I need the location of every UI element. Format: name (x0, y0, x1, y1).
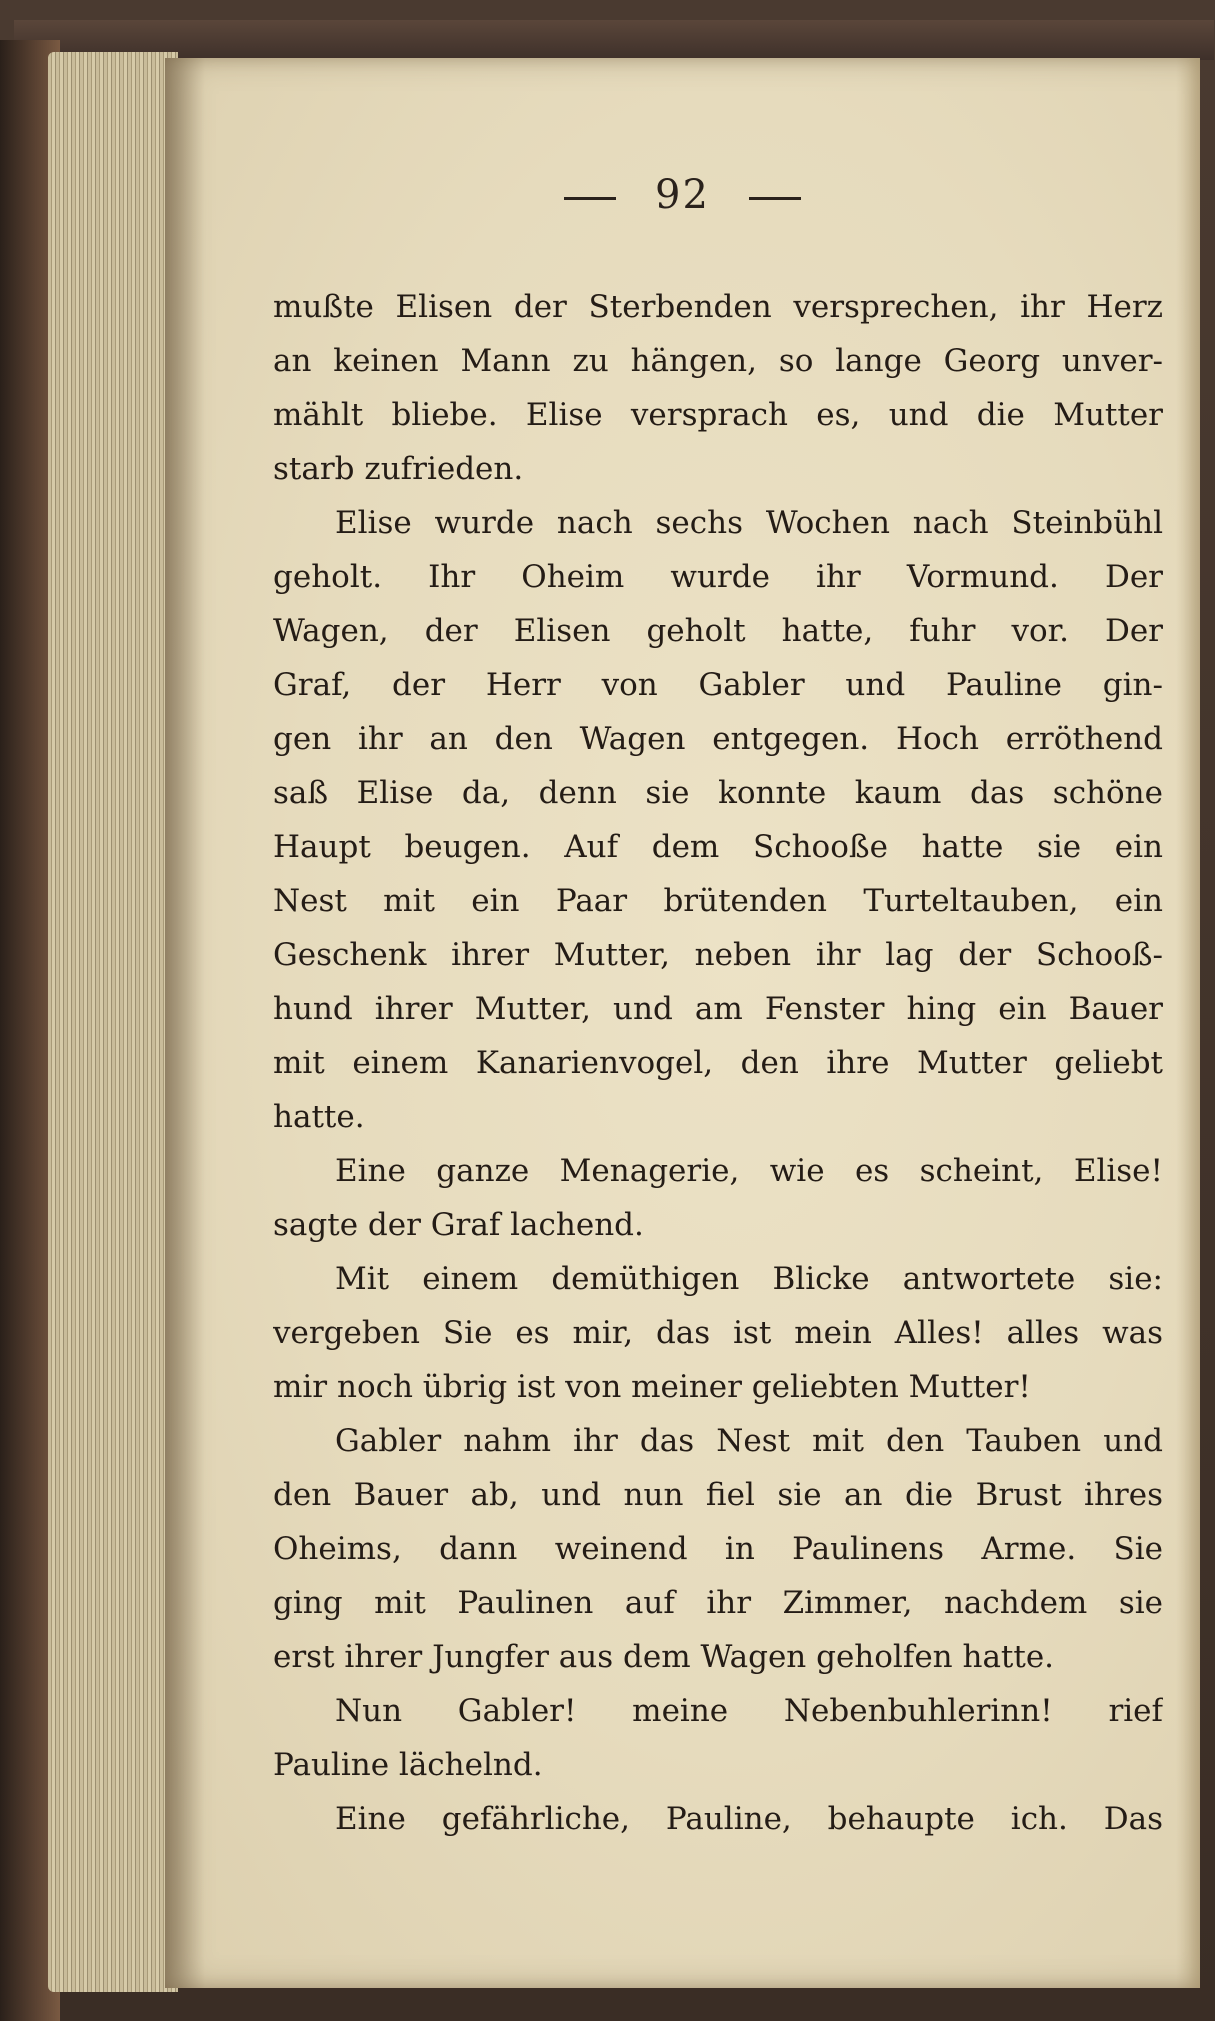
page-right-edge (1176, 58, 1200, 1988)
text-line: Pauline lächelnd. (273, 1747, 543, 1783)
gutter-shadow (165, 58, 205, 1988)
text-line: Eine gefährliche, Pauline, behaupte ich. Das (335, 1801, 1163, 1837)
text-line: den Bauer ab, und nun fiel sie an die Brust ihres (273, 1477, 1163, 1513)
text-line: mit einem Kanarienvogel, den ihre Mutter geliebt (273, 1045, 1163, 1081)
text-line: starb zufrieden. (273, 451, 524, 487)
text-body (273, 280, 1163, 1846)
text-line: Mit einem demüthigen Blicke antwortete sie: (335, 1261, 1163, 1297)
header-dash-left (564, 197, 616, 200)
text-line: ging mit Paulinen auf ihr Zimmer, nachdem sie (273, 1585, 1163, 1621)
text-line: saß Elise da, denn sie konnte kaum das schöne (273, 775, 1163, 811)
text-line: hatte. (273, 1099, 365, 1135)
header-dash-right (749, 197, 801, 200)
text-line: Geschenk ihrer Mutter, neben ihr lag der Schooß- (273, 937, 1163, 973)
text-line: Haupt beugen. Auf dem Schooße hatte sie ein (273, 829, 1163, 865)
text-line: hund ihrer Mutter, und am Fenster hing ein Bauer (273, 991, 1163, 1027)
text-line: erst ihrer Jungfer aus dem Wagen geholfen hatte. (273, 1639, 1055, 1675)
text-line: sagte der Graf lachend. (273, 1207, 644, 1243)
text-line: mir noch übrig ist von meiner geliebten Mutter! (273, 1369, 1031, 1405)
page-header (165, 172, 1200, 218)
text-line: vergeben Sie es mir, das ist mein Alles! alles was (273, 1315, 1163, 1351)
text-line: Gabler nahm ihr das Nest mit den Tauben und (335, 1423, 1163, 1459)
text-line: an keinen Mann zu hängen, so lange Georg unver- (273, 343, 1163, 379)
text-line: Nest mit ein Paar brütenden Turteltauben, ein (273, 883, 1163, 919)
text-line: Oheims, dann weinend in Paulinens Arme. Sie (273, 1531, 1163, 1567)
text-line: mußte Elisen der Sterbenden versprechen, ihr Herz (273, 289, 1163, 325)
text-line: Graf, der Herr von Gabler und Pauline gin- (273, 667, 1163, 703)
book-cover-top (14, 20, 1214, 60)
text-line: Nun Gabler! meine Nebenbuhlerinn! rief (335, 1693, 1163, 1729)
page-edges (48, 52, 178, 1992)
book-page (165, 58, 1200, 1988)
text-line: Eine ganze Menagerie, wie es scheint, Elise! (335, 1153, 1163, 1189)
text-line: Elise wurde nach sechs Wochen nach Steinbühl (335, 505, 1163, 541)
text-line: Wagen, der Elisen geholt hatte, fuhr vor. Der (273, 613, 1163, 649)
page-number: 92 (655, 172, 710, 218)
text-line: gen ihr an den Wagen entgegen. Hoch erröthend (273, 721, 1163, 757)
text-line: geholt. Ihr Oheim wurde ihr Vormund. Der (273, 559, 1163, 595)
text-line: mählt bliebe. Elise versprach es, und die Mutter (273, 397, 1163, 433)
